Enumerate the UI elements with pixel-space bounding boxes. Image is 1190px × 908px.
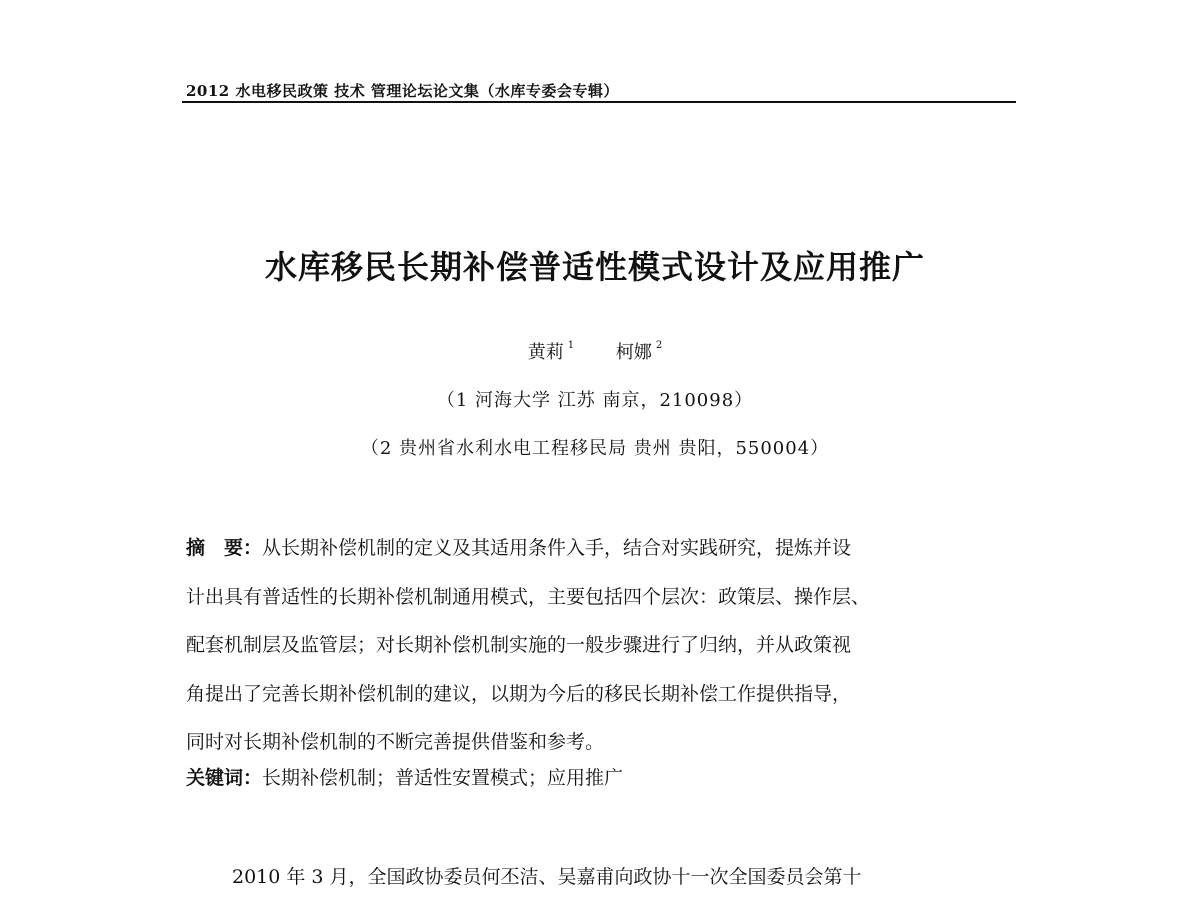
abstract-text-1: 从长期补偿机制的定义及其适用条件入手，结合对实践研究，提炼并设 (262, 537, 852, 559)
affiliation-1: （1 河海大学 江苏 南京，210098） (436, 390, 754, 411)
affiliation-2: （2 贵州省水利水电工程移民局 贵州 贵阳，550004） (360, 438, 830, 459)
abstract-line-1 (186, 524, 1026, 573)
abstract-line-4: 角提出了完善长期补偿机制的建议，以期为今后的移民长期补偿工作提供指导， (186, 682, 852, 705)
running-header: 2012 水电移民政策 技术 管理论坛论文集（水库专委会专辑） (186, 82, 619, 100)
abstract-line-3: 配套机制层及监管层；对长期补偿机制实施的一般步骤进行了归纳，并从政策视 (186, 634, 852, 656)
abstract (186, 524, 1026, 767)
author-2 (616, 338, 662, 364)
keywords (186, 763, 623, 790)
body-paragraph-first-line: 2010 年 3 月，全国政协委员何丕洁、吴嘉甫向政协十一次全国委员会第十 (232, 866, 862, 888)
abstract-label: 摘 要： (186, 537, 263, 559)
header-rule (182, 101, 1016, 103)
author-1 (528, 338, 574, 364)
keywords-text: 长期补偿机制；普适性安置模式；应用推广 (262, 767, 624, 789)
author-1-affil-mark: 1 (567, 340, 575, 351)
keywords-label: 关键词： (186, 767, 263, 789)
author-1-name: 黄莉 (527, 342, 564, 363)
abstract-line-2: 计出具有普适性的长期补偿机制通用模式，主要包括四个层次：政策层、操作层、 (186, 585, 871, 608)
abstract-line-5: 同时对长期补偿机制的不断完善提供借鉴和参考。 (186, 731, 605, 753)
author-2-affil-mark: 2 (655, 340, 663, 351)
paper-title: 水库移民长期补偿普适性模式设计及应用推广 (264, 248, 925, 286)
author-list (0, 338, 1190, 364)
author-2-name: 柯娜 (615, 342, 652, 363)
